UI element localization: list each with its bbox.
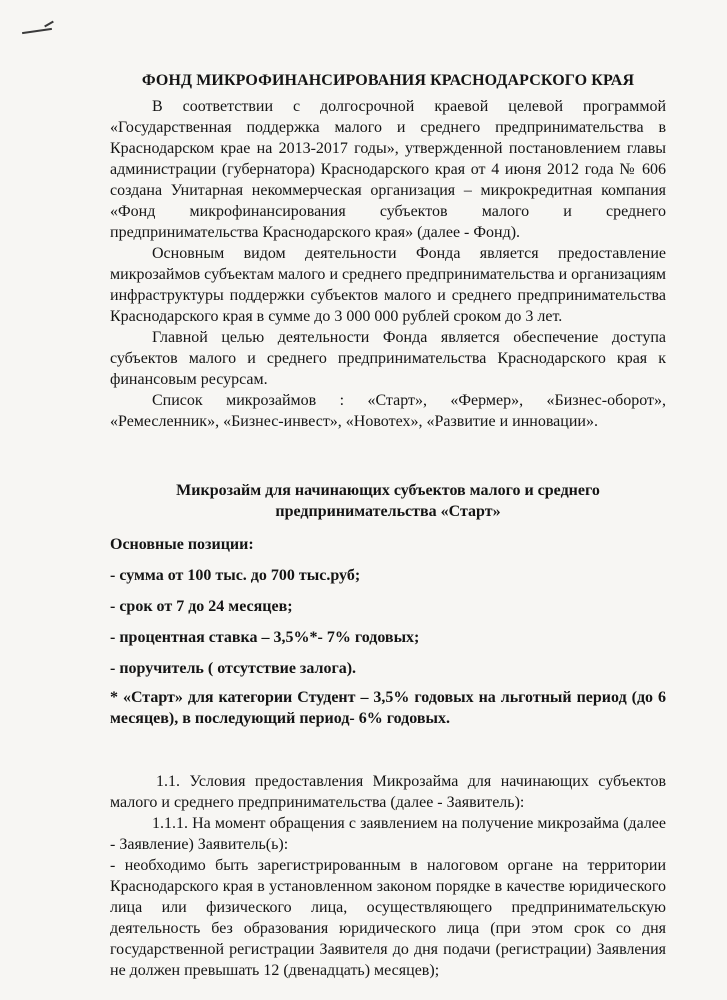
scan-mark [44, 21, 54, 28]
goal-paragraph: Главной целью деятельности Фонда является обеспечение доступа субъектов малого и среднего предпринимательства Краснодарского края к финансовым ресурсам. [110, 329, 666, 388]
positions-heading: Основные позиции: [110, 536, 254, 553]
start-title-line-2: предпринимательства «Старт» [275, 503, 501, 520]
start-title-line-1: Микрозайм для начинающих субъектов малого и среднего [176, 482, 600, 499]
condition-1-1: 1.1. Условия предоставления Микрозайма для начинающих субъектов малого и среднего предпринимательства (далее - Заявитель): [110, 773, 666, 811]
position-guarantor: - поручитель ( отсутствие залога). [110, 660, 357, 677]
student-note: * «Старт» для категории Студент – 3,5% годовых на льготный период (до 6 месяцев), в последующий период- 6% годовых. [110, 689, 666, 727]
loan-list-paragraph: Список микрозаймов : «Старт», «Фермер», «Бизнес-оборот», «Ремесленник», «Бизнес-инвест», «Новотех», «Развитие и инновации». [110, 392, 666, 430]
document-body [110, 72, 666, 981]
start-section-title [110, 480, 666, 522]
position-rate: - процентная ставка – 3,5%*- 7% годовых; [110, 629, 420, 646]
position-term: - срок от 7 до 24 месяцев; [110, 598, 293, 615]
condition-1-1-1: 1.1.1. На момент обращения с заявлением на получение микрозайма (далее - Заявление) Заявитель(ь): [110, 815, 666, 853]
scan-mark [22, 28, 52, 34]
activity-paragraph: Основным видом деятельности Фонда является предоставление микрозаймов субъектам малого и среднего предпринимательства и организациям инфраструктуры поддержки субъектов малого и среднего предпринимательства Краснодарского края в сумме до 3 000 000 рублей сроком до 3 лет. [110, 245, 666, 325]
document-title: ФОНД МИКРОФИНАНСИРОВАНИЯ КРАСНОДАРСКОГО КРАЯ [141, 72, 635, 89]
condition-registration: - необходимо быть зарегистрированным в налоговом органе на территории Краснодарского края в установленном законом порядке в качестве юридического лица или физического лица, осуществляющего предпринимательскую деятельность без образования юридического лица (при этом срок со дня государственной регистрации Заявителя до дня подачи (регистрации) Заявления не должен превышать 12 (двенадцать) месяцев); [110, 857, 666, 979]
intro-paragraph: В соответствии с долгосрочной краевой целевой программой «Государственная поддержка малого и среднего предпринимательства в Краснодарском крае на 2013-2017 годы», утвержденной постановлением главы администрации (губернатора) Краснодарского края от 4 июня 2012 года № 606 создана Унитарная некоммерческая организация – микрокредитная компания «Фонд микрофинансирования субъектов малого и среднего предпринимательства Краснодарского края» (далее - Фонд). [110, 98, 666, 241]
position-amount: - сумма от 100 тыс. до 700 тыс.руб; [110, 567, 361, 584]
